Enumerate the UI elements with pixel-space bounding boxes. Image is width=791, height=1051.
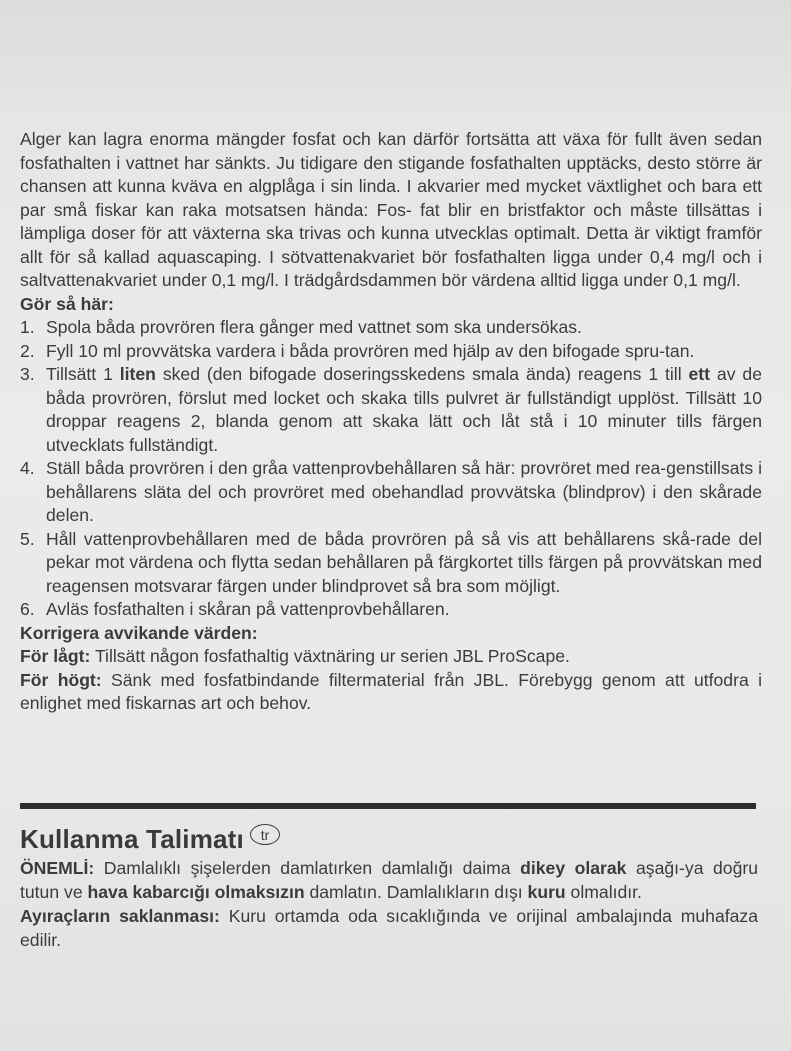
section-divider (20, 803, 756, 809)
too-high-label: För högt: (20, 669, 102, 690)
intro-line: fat blir en bristfaktor och måste tillsättas i lämpliga doser för att växterna ska trivas (20, 199, 762, 243)
important-bold: hava kabarcığı olmaksızın (87, 882, 305, 902)
intro-line: I sötvattenakvariet bör fosfathalten ligga under 0,4 mg/l och i saltvattenakvariet (20, 246, 763, 290)
intro-line: upptäcks, desto större är chansen att kunna kväva en algplåga i sin linda. I akvarier (20, 152, 762, 196)
important-paragraph (20, 856, 758, 904)
step-item (20, 316, 762, 340)
too-high-text: Sänk med fosfatbindande filtermaterial från JBL. Förebygg genom att utfodra i enlighet med fiskarnas art och behov. (20, 669, 762, 713)
important-bold: kuru (527, 882, 566, 902)
storage-label: Ayıraçların saklanması: (20, 906, 220, 926)
important-text: Damlalıklı şişelerden damlatırken damlalığı daima (94, 858, 521, 878)
step-text-pre: Tillsätt 1 (46, 364, 120, 384)
swedish-section (20, 128, 762, 716)
step-item (20, 363, 762, 457)
step-item (20, 598, 762, 622)
intro-line: med mycket växtlighet och bara ett par små fiskar kan raka motsatsen hända: Fos- (20, 176, 763, 220)
step-text: Avläs fosfathalten i skåran på vattenprovbehållaren. (46, 599, 450, 619)
intro-line: under 0,1 mg/l. I trädgårdsdammen bör värdena alltid ligga under 0,1 mg/l. (161, 270, 741, 290)
step-number: 2. (20, 340, 35, 361)
important-text: damlatın. Damlalıkların dışı (304, 882, 528, 902)
intro-paragraph (20, 128, 762, 293)
step-text: Ställ båda provrören i den gråa vattenprovbehållaren så här: provröret med rea-genstillsats i behållarens släta del och provröret med obehandlad provvätska (blindprov) i den skårade delen. (46, 458, 762, 525)
step-text: Spola båda provrören flera gånger med vattnet som ska undersökas. (46, 317, 582, 337)
too-low-label: För lågt: (20, 646, 91, 666)
turkish-title-row (20, 822, 758, 856)
step-number: 1. (20, 317, 35, 337)
correct-heading: Korrigera avvikande värden: (20, 622, 258, 643)
important-bold: dikey olarak (520, 858, 627, 878)
step-text: Håll vattenprovbehållaren med de båda provrören på så vis att behållarens skå-rade del pekar mot värdena och flytta sedan behållaren på färgkortet tills färgen på provvätskan med reagensen motsvarar färgen under blindprovet så bra som möjligt. (46, 528, 762, 596)
step-number: 3. (20, 364, 35, 384)
language-badge: tr (250, 824, 280, 845)
storage-text: Kuru ortamda oda sıcaklığında ve orijinal ambalajında muhafaza edilir. (20, 906, 759, 950)
how-to-heading: Gör så här: (20, 293, 114, 314)
step-text-bold: ett (688, 364, 711, 384)
step-text-post: av de båda provrören, förslut med locket och skaka tills pulvret är fullständigt upplöst. Tillsätt 10 droppar reagens 2, blanda genom att skaka lätt och låt stå i 10 minuter tills färgen utvecklats fullständigt. (46, 364, 762, 455)
intro-line: och kunna utvecklas optimalt. Detta är viktigt framför allt för så kallad aquascaping. (20, 223, 762, 267)
too-low-paragraph (20, 645, 762, 669)
step-number: 4. (20, 458, 35, 478)
step-text-mid: sked (den bifogade doseringsskedens smala ända) reagens 1 till (155, 364, 689, 384)
step-item (20, 457, 762, 528)
important-label: ÖNEMLİ: (20, 858, 95, 878)
too-low-text: Tillsätt någon fosfathaltig växtnäring ur serien JBL ProScape. (90, 646, 570, 666)
turkish-title: Kullanma Talimatı (20, 824, 244, 854)
step-text: Fyll 10 ml provvätska vardera i båda provrören med hjälp av den bifogade spru-tan. (46, 340, 695, 361)
steps-list (20, 316, 762, 622)
step-text-bold: liten (119, 364, 156, 384)
intro-line: även sedan fosfathalten i vattnet har sänkts. Ju tidigare den stigande fosfathalten (20, 129, 763, 173)
turkish-section (20, 822, 758, 952)
intro-line: Alger kan lagra enorma mängder fosfat och kan därför fortsätta att växa för fullt (20, 129, 662, 149)
step-item (20, 528, 762, 599)
storage-paragraph (20, 904, 758, 952)
step-item (20, 340, 762, 364)
important-text: aşağı-ya doğru tutun ve (20, 858, 759, 902)
step-number: 6. (20, 599, 35, 619)
important-text: olmalıdır. (565, 882, 642, 902)
step-number: 5. (20, 528, 35, 549)
too-high-paragraph (20, 669, 762, 716)
